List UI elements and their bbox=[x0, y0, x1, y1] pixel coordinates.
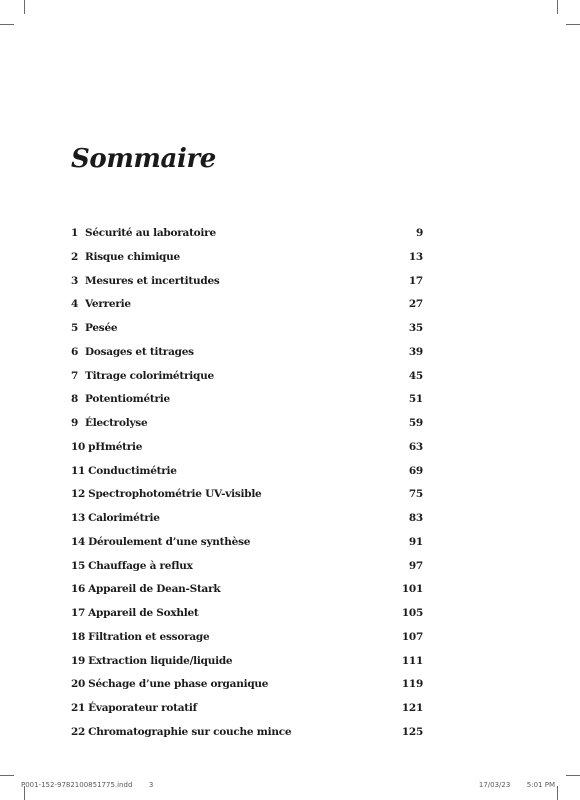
toc-entry-title: Chromatographie sur couche mince bbox=[88, 725, 292, 738]
toc-entry bbox=[71, 436, 423, 460]
toc-entry bbox=[71, 626, 423, 650]
toc-entry-page: 111 bbox=[401, 654, 423, 667]
toc-entry-title: Extraction liquide/liquide bbox=[88, 654, 233, 667]
toc-entry-page: 119 bbox=[401, 678, 423, 691]
footer-date: 17/03/23 bbox=[478, 781, 511, 789]
toc-entry-page: 75 bbox=[408, 488, 423, 501]
toc-entry-number: 21 bbox=[71, 702, 86, 714]
toc-entry bbox=[71, 388, 423, 412]
toc-entry-page: 17 bbox=[408, 274, 423, 287]
crop-mark-left-bottom bbox=[0, 775, 14, 776]
toc-entry bbox=[71, 365, 423, 389]
crop-mark-right-top bbox=[566, 24, 580, 25]
table-of-contents bbox=[71, 222, 423, 745]
toc-entry-number: 12 bbox=[71, 488, 86, 501]
page-title: Sommaire bbox=[71, 144, 216, 174]
toc-entry bbox=[71, 412, 423, 436]
toc-entry-page: 105 bbox=[401, 607, 423, 619]
toc-entry-page: 107 bbox=[401, 630, 423, 643]
toc-entry-number: 6 bbox=[71, 345, 79, 358]
toc-entry-page: 13 bbox=[408, 250, 423, 263]
toc-entry-number: 13 bbox=[71, 512, 86, 524]
toc-entry-title: Risque chimique bbox=[85, 250, 180, 263]
toc-entry-title: Spectrophotométrie UV-visible bbox=[88, 488, 262, 501]
toc-entry-page: 97 bbox=[408, 559, 423, 572]
toc-entry-page: 27 bbox=[408, 298, 423, 311]
toc-entry bbox=[71, 483, 423, 507]
toc-entry-number: 2 bbox=[71, 250, 79, 263]
footer-time: 5:01 PM bbox=[526, 781, 555, 789]
toc-entry-title: Mesures et incertitudes bbox=[85, 274, 220, 287]
toc-entry bbox=[71, 507, 423, 531]
crop-mark-left-top bbox=[0, 24, 14, 25]
toc-entry-title: pHmétrie bbox=[88, 440, 143, 453]
toc-entry bbox=[71, 697, 423, 721]
toc-entry-number: 1 bbox=[71, 227, 79, 239]
toc-entry bbox=[71, 317, 423, 341]
toc-entry-page: 83 bbox=[408, 512, 423, 524]
toc-entry-number: 15 bbox=[71, 559, 86, 572]
toc-entry-title: Évaporateur rotatif bbox=[88, 702, 197, 714]
toc-entry-title: Électrolyse bbox=[85, 417, 148, 429]
toc-entry-number: 18 bbox=[71, 630, 86, 643]
toc-entry bbox=[71, 602, 423, 626]
toc-entry-page: 121 bbox=[401, 702, 423, 714]
toc-entry-number: 19 bbox=[71, 654, 86, 667]
toc-entry-number: 3 bbox=[71, 274, 79, 287]
toc-entry-number: 9 bbox=[71, 417, 79, 429]
toc-entry-number: 4 bbox=[71, 298, 79, 311]
toc-entry bbox=[71, 270, 423, 294]
toc-entry-number: 11 bbox=[71, 464, 86, 477]
toc-entry-number: 20 bbox=[71, 678, 86, 691]
footer-page-number: 3 bbox=[148, 781, 154, 789]
crop-mark-bottom-right bbox=[557, 786, 558, 800]
toc-entry-title: Appareil de Dean-Stark bbox=[88, 583, 221, 596]
toc-entry-number: 14 bbox=[71, 535, 86, 548]
footer-timestamp bbox=[479, 781, 555, 789]
toc-entry-number: 16 bbox=[71, 583, 86, 596]
toc-entry-title: Potentiométrie bbox=[85, 393, 170, 406]
toc-entry-page: 45 bbox=[408, 369, 423, 382]
toc-entry bbox=[71, 222, 423, 246]
toc-entry-page: 39 bbox=[408, 345, 423, 358]
toc-entry-number: 22 bbox=[71, 725, 86, 738]
toc-entry-title: Déroulement d’une synthèse bbox=[88, 535, 251, 548]
toc-entry-page: 125 bbox=[401, 725, 423, 738]
toc-entry-title: Appareil de Soxhlet bbox=[88, 607, 199, 619]
toc-entry-page: 35 bbox=[408, 322, 423, 334]
toc-entry bbox=[71, 341, 423, 365]
toc-entry bbox=[71, 293, 423, 317]
toc-entry bbox=[71, 555, 423, 579]
crop-mark-top-left bbox=[24, 0, 25, 14]
toc-entry bbox=[71, 650, 423, 674]
toc-entry-page: 91 bbox=[408, 535, 423, 548]
toc-entry-title: Pesée bbox=[85, 322, 118, 334]
toc-entry-page: 51 bbox=[408, 393, 423, 406]
toc-entry-number: 7 bbox=[71, 369, 79, 382]
toc-entry-title: Conductimétrie bbox=[88, 464, 177, 477]
crop-mark-right-bottom bbox=[566, 775, 580, 776]
toc-entry-title: Chauffage à reflux bbox=[88, 559, 193, 572]
toc-entry-title: Titrage colorimétrique bbox=[85, 369, 214, 382]
toc-entry-page: 9 bbox=[415, 227, 423, 239]
toc-entry-title: Dosages et titrages bbox=[85, 345, 194, 358]
toc-entry-page: 101 bbox=[401, 583, 423, 596]
toc-entry-title: Calorimétrie bbox=[88, 512, 160, 524]
toc-entry-title: Filtration et essorage bbox=[88, 630, 210, 643]
toc-entry-page: 69 bbox=[408, 464, 423, 477]
toc-entry bbox=[71, 578, 423, 602]
footer-filename: P001-152-9782100851775.indd bbox=[21, 781, 133, 789]
toc-entry-number: 10 bbox=[71, 440, 86, 453]
toc-entry-title: Séchage d’une phase organique bbox=[88, 678, 269, 691]
crop-mark-top-right bbox=[557, 0, 558, 14]
toc-entry-number: 8 bbox=[71, 393, 79, 406]
footer-file-info bbox=[21, 781, 153, 789]
toc-entry bbox=[71, 673, 423, 697]
toc-entry-page: 63 bbox=[408, 440, 423, 453]
toc-entry-page: 59 bbox=[408, 417, 423, 429]
toc-entry bbox=[71, 531, 423, 555]
toc-entry bbox=[71, 460, 423, 484]
toc-entry bbox=[71, 721, 423, 745]
toc-entry bbox=[71, 246, 423, 270]
toc-entry-number: 17 bbox=[71, 607, 86, 619]
toc-entry-title: Sécurité au laboratoire bbox=[85, 227, 216, 239]
toc-entry-number: 5 bbox=[71, 322, 79, 334]
toc-entry-title: Verrerie bbox=[85, 298, 131, 311]
